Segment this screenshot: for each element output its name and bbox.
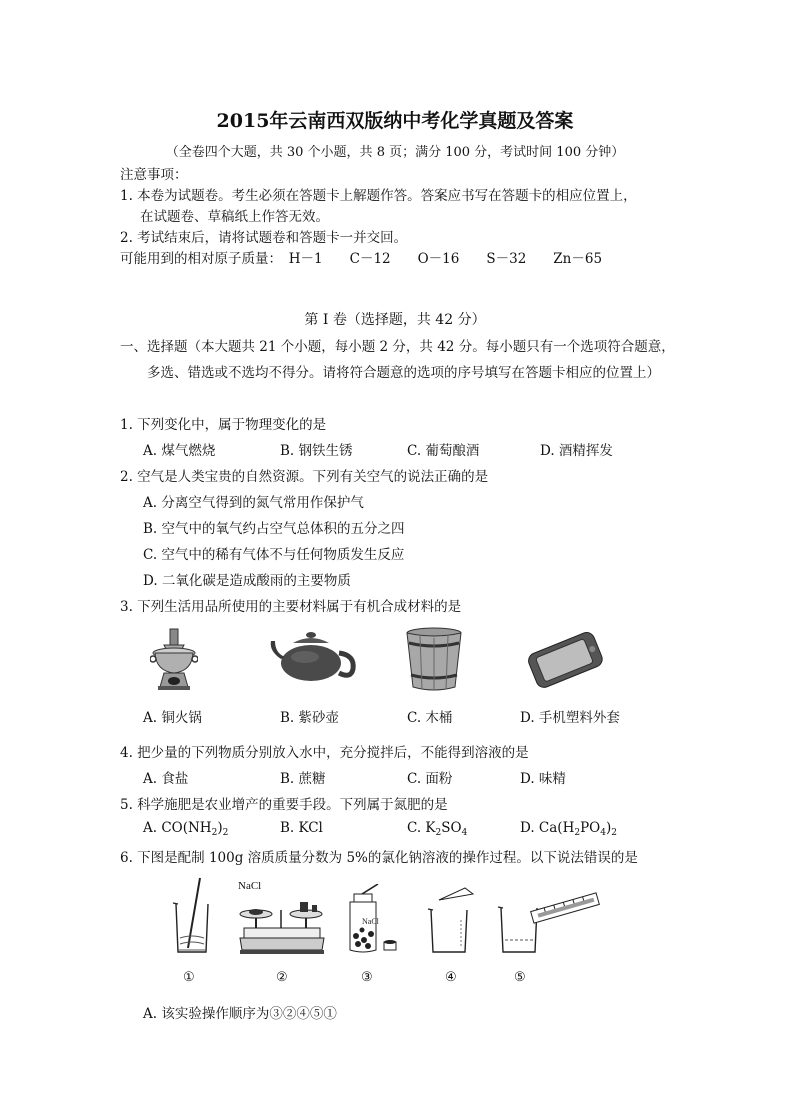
- q2-option-c: C. 空气中的稀有气体不与任何物质发生反应: [143, 547, 405, 563]
- q5-option-a: A. $CO(NH_2)_2$: [143, 820, 229, 838]
- svg-text:NaCl: NaCl: [362, 917, 379, 926]
- q5-option-b: B. KCl: [280, 820, 323, 836]
- copper-hotpot-image: [150, 627, 198, 691]
- q3-option-b: B. 紫砂壶: [280, 710, 340, 726]
- q2-option-a: A. 分离空气得到的氮气常用作保护气: [143, 495, 364, 511]
- q3-option-d: D. 手机塑料外套: [520, 710, 620, 726]
- question-6-stem: 6. 下图是配制 100g 溶质质量分数为 5%的氯化钠溶液的操作过程。以下说法错误的是: [120, 850, 638, 866]
- notice-item-1: 1. 本卷为试题卷。考生必须在答题卡上解题作答。答案应书写在答题卡的相应位置上，: [120, 188, 637, 204]
- pouring-water-diagram: [495, 884, 603, 956]
- step-label-5: ⑤: [514, 970, 526, 985]
- notice-item-1-cont: 在试题卷、草稿纸上作答无效。: [140, 209, 329, 225]
- question-4-stem: 4. 把少量的下列物质分别放入水中，充分搅拌后，不能得到溶液的是: [120, 745, 529, 761]
- atomic-masses: 可能用到的相对原子质量： H－1 C－12 O－16 S－32 Zn－65: [120, 251, 603, 267]
- clay-teapot-image: [267, 629, 357, 685]
- q3-option-c: C. 木桶: [407, 710, 453, 726]
- part1-instructions-cont: 多选、错选或不选均不得分。请将符合题意的选项的序号填写在答题卡相应的位置上）: [147, 365, 660, 381]
- question-5-stem: 5. 科学施肥是农业增产的重要手段。下列属于氮肥的是: [120, 797, 448, 813]
- part1-title: 第 I 卷（选择题，共 42 分）: [304, 312, 486, 328]
- step-label-1: ①: [183, 970, 195, 985]
- step-label-4: ④: [445, 970, 457, 985]
- q1-option-d: D. 酒精挥发: [540, 443, 613, 459]
- q4-option-a: A. 食盐: [143, 771, 189, 787]
- notice-heading: 注意事项：: [120, 167, 188, 183]
- q4-option-b: B. 蔗糖: [280, 771, 326, 787]
- stirring-beaker-diagram: [170, 876, 214, 956]
- q5-option-d: D. $Ca(H_2PO_4)_2$: [520, 820, 617, 838]
- notice-item-2: 2. 考试结束后，请将试题卷和答题卡一并交回。: [120, 230, 408, 246]
- page-title: 2015年云南西双版纳中考化学真题及答案: [216, 110, 574, 132]
- q3-option-a: A. 铜火锅: [143, 710, 202, 726]
- question-2-stem: 2. 空气是人类宝贵的自然资源。下列有关空气的说法正确的是: [120, 469, 489, 485]
- q2-option-b: B. 空气中的氧气约占空气总体积的五分之四: [143, 521, 405, 537]
- q1-option-a: A. 煤气燃烧: [143, 443, 216, 459]
- q5-option-c: C. $K_2SO_4$: [407, 820, 468, 838]
- q1-option-c: C. 葡萄酿酒: [407, 443, 480, 459]
- step-label-2: ②: [276, 970, 288, 985]
- wooden-bucket-image: [405, 627, 463, 691]
- phone-case-image: [522, 630, 608, 688]
- question-3-stem: 3. 下列生活用品所使用的主要材料属于有机合成材料的是: [120, 599, 462, 615]
- exam-subtitle: （全卷四个大题，共 30 个小题，共 8 页；满分 100 分，考试时间 100 分钟）: [165, 145, 625, 160]
- q4-option-d: D. 味精: [520, 771, 566, 787]
- question-1-stem: 1. 下列变化中，属于物理变化的是: [120, 417, 327, 433]
- pouring-solid-diagram: [425, 880, 477, 956]
- q2-option-d: D. 二氧化碳是造成酸雨的主要物质: [143, 573, 351, 589]
- step-label-3: ③: [361, 970, 373, 985]
- q6-option-a: A. 该实验操作顺序为③②④⑤①: [143, 1006, 337, 1022]
- q4-option-c: C. 面粉: [407, 771, 453, 787]
- q1-option-b: B. 钢铁生锈: [280, 443, 353, 459]
- part1-instructions: 一、选择题（本大题共 21 个小题，每小题 2 分，共 42 分。每小题只有一个选项符合题意，: [120, 339, 675, 355]
- nacl-label: NaCl: [238, 880, 262, 892]
- reagent-bottle-diagram: [344, 884, 402, 956]
